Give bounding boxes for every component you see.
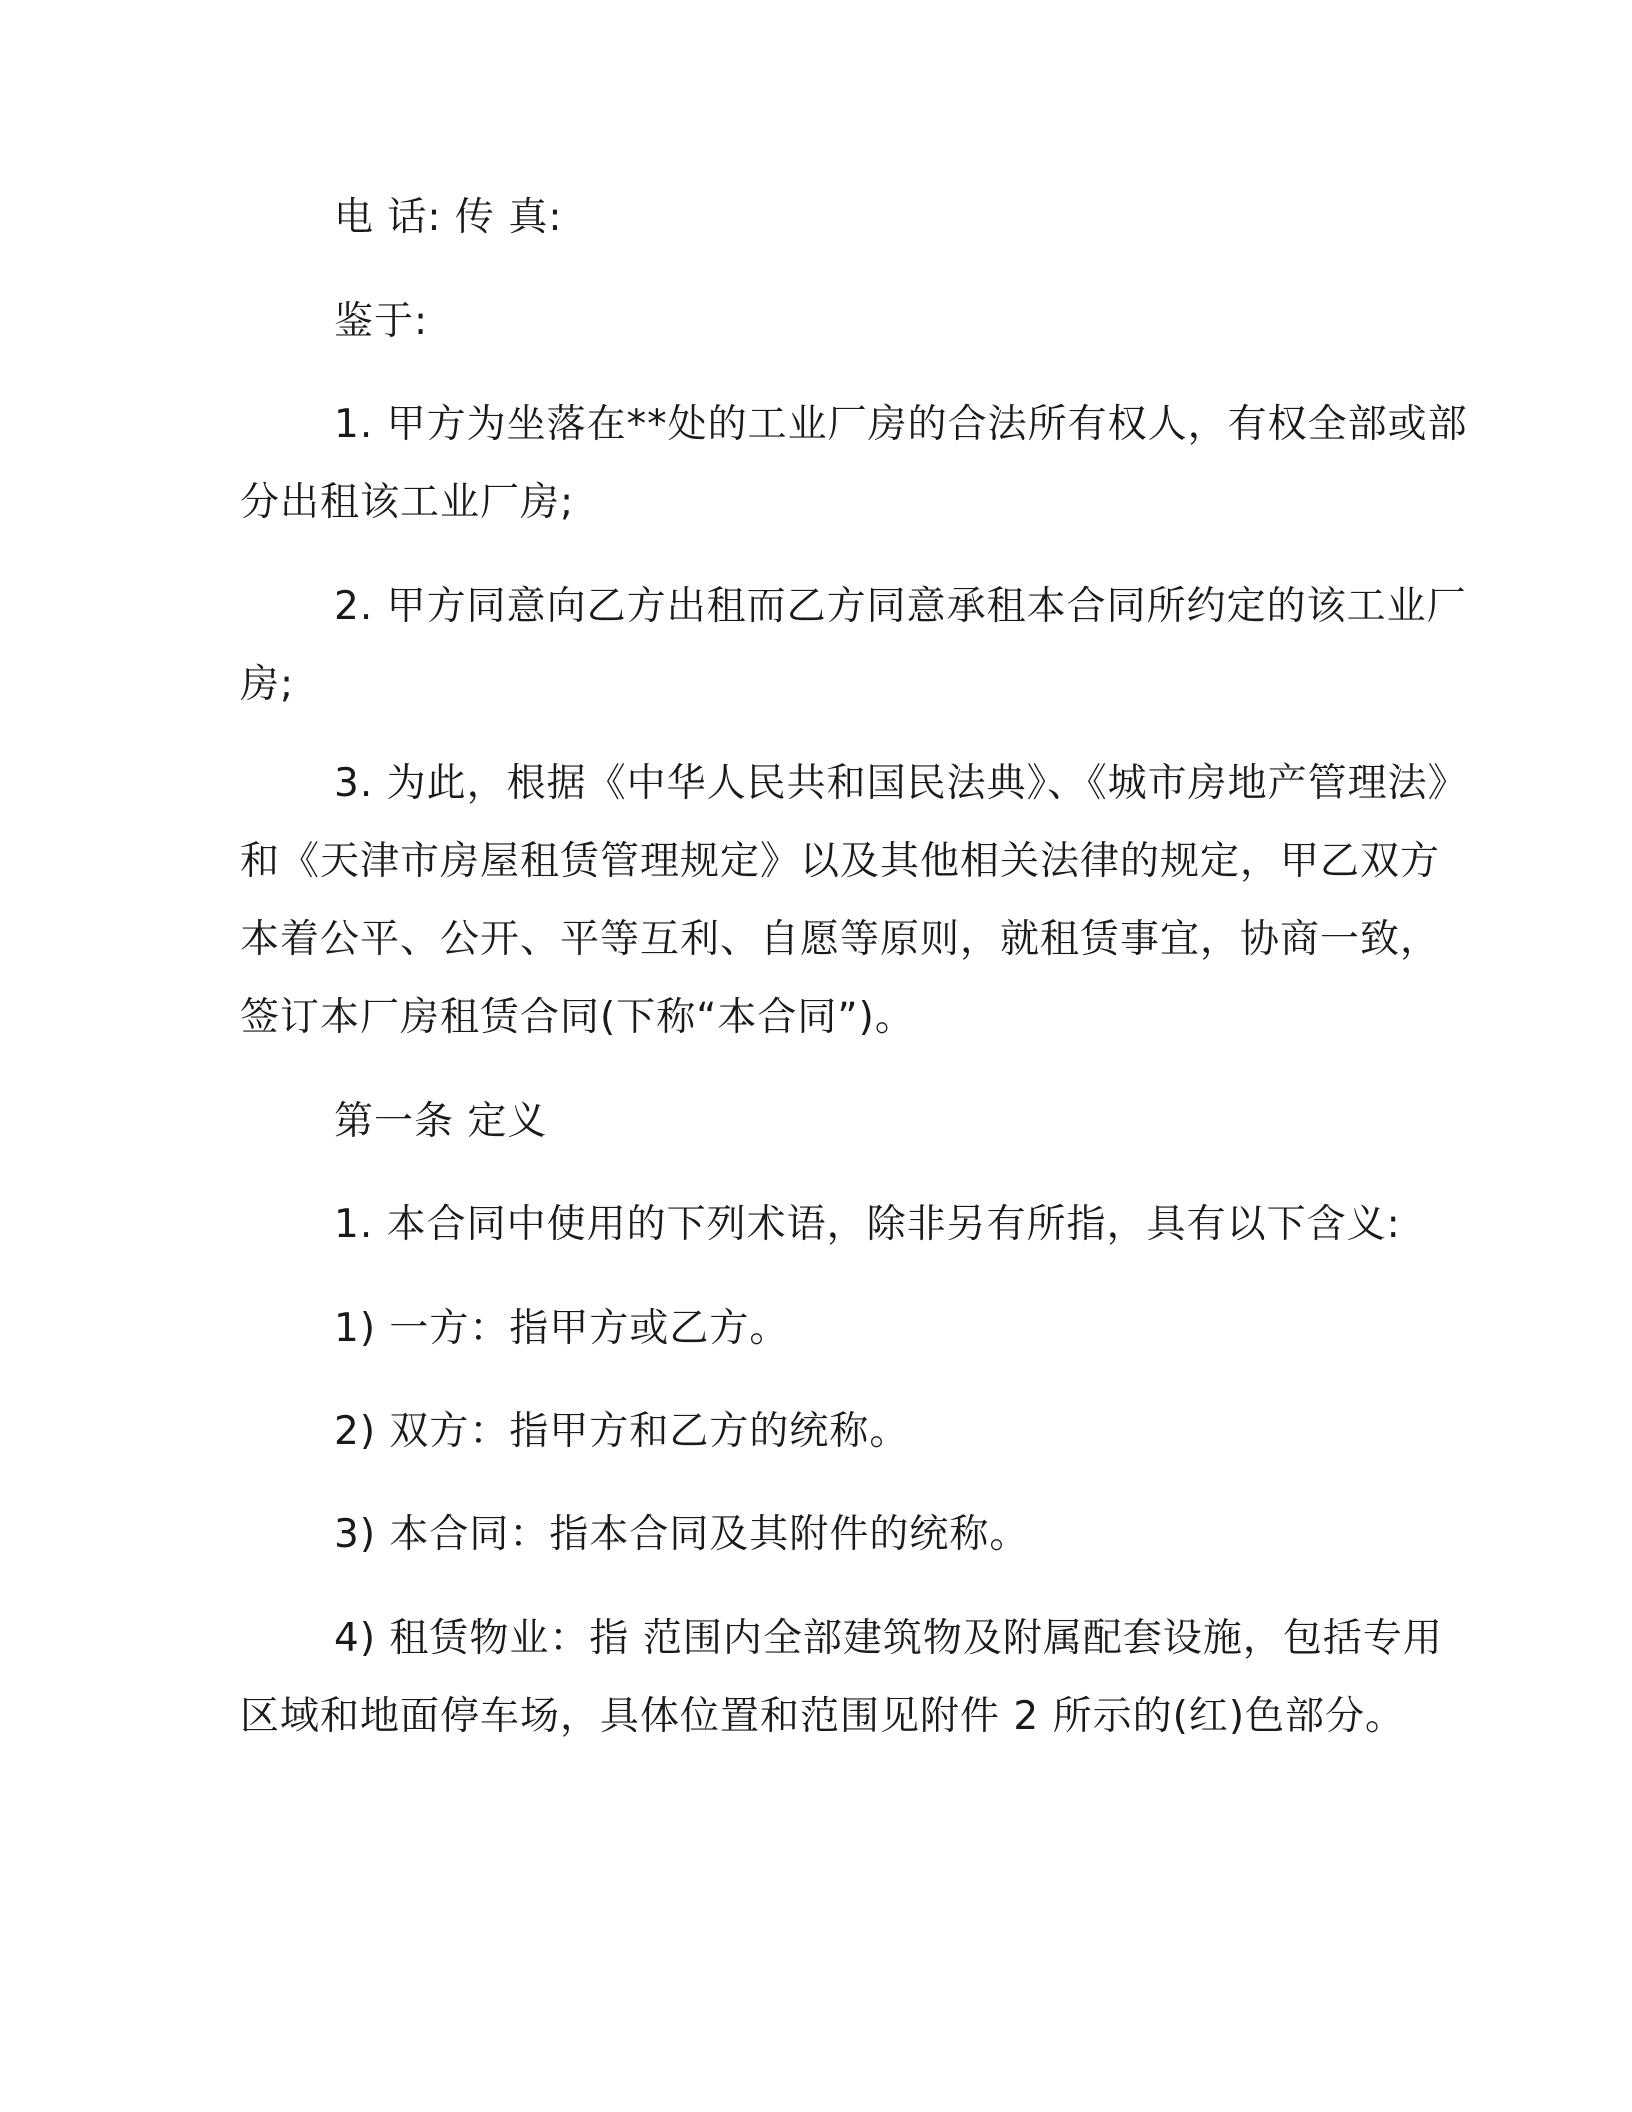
- definition-1: 1) 一方：指甲方或乙方。: [334, 1306, 790, 1351]
- recital-1-line-2: 分出租该工业厂房;: [240, 480, 575, 525]
- recital-3-line-4: 签订本厂房租赁合同(下称“本合同”)。: [240, 995, 915, 1040]
- definition-3: 3) 本合同：指本合同及其附件的统称。: [334, 1512, 1030, 1557]
- article-title: 第一条 定义: [334, 1099, 548, 1144]
- recital-2-line-1: 2. 甲方同意向乙方出租而乙方同意承租本合同所约定的该工业厂: [334, 584, 1467, 629]
- recital-1-line-1: 1. 甲方为坐落在**处的工业厂房的合法所有权人，有权全部或部: [334, 402, 1468, 447]
- definition-2: 2) 双方：指甲方和乙方的统称。: [334, 1409, 910, 1454]
- definition-4-line-1: 4) 租赁物业：指 范围内全部建筑物及附属配套设施，包括专用: [334, 1616, 1443, 1661]
- recital-3-line-2: 和《天津市房屋租赁管理规定》以及其他相关法律的规定，甲乙双方: [240, 839, 1441, 884]
- recital-3-line-1: 3. 为此，根据《中华人民共和国民法典》、《城市房地产管理法》: [334, 761, 1468, 806]
- definitions-intro: 1. 本合同中使用的下列术语，除非另有所指，具有以下含义:: [334, 1202, 1401, 1247]
- contact-line: 电 话: 传 真:: [334, 195, 563, 240]
- whereas-heading: 鉴于:: [334, 299, 429, 344]
- recital-2-line-2: 房;: [240, 662, 295, 707]
- definition-4-line-2: 区域和地面停车场，具体位置和范围见附件 2 所示的(红)色部分。: [240, 1694, 1406, 1739]
- recital-3-line-3: 本着公平、公开、平等互利、自愿等原则，就租赁事宜，协商一致，: [240, 917, 1441, 962]
